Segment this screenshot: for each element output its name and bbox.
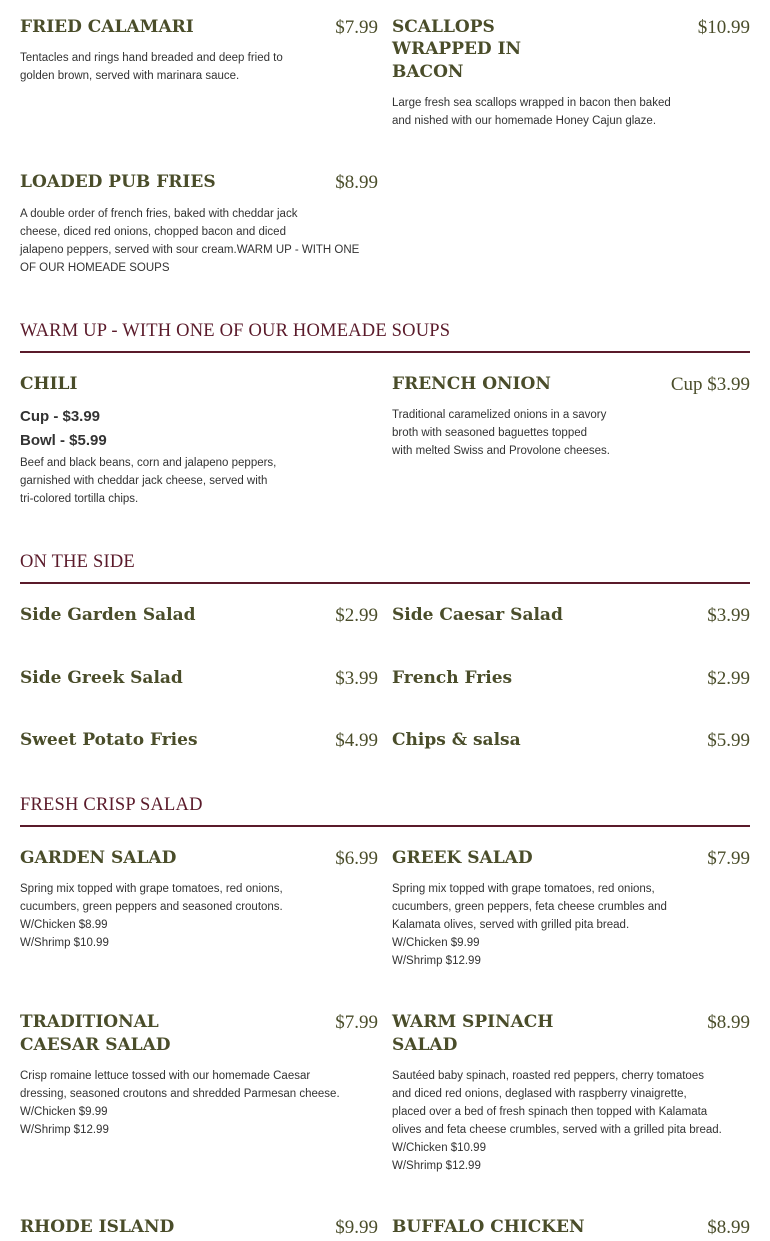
loaded-fries-desc-4: OF OUR HOMEADE SOUPS bbox=[20, 262, 170, 274]
garden-salad-desc-2: cucumbers, green peppers and seasoned croutons. bbox=[20, 901, 283, 913]
side-item-name: Side Greek Salad bbox=[20, 668, 183, 688]
garden-salad-chicken-option: W/Chicken $8.99 bbox=[20, 919, 108, 931]
fried-calamari-name: FRIED CALAMARI bbox=[20, 17, 194, 37]
sides-section-divider bbox=[20, 582, 750, 584]
caesar-salad-name-2: CAESAR SALAD bbox=[20, 1035, 171, 1055]
scallops-desc-2: and nished with our homemade Honey Cajun glaze. bbox=[392, 115, 657, 127]
side-item-price: $5.99 bbox=[707, 730, 750, 751]
loaded-fries-desc-1: A double order of french fries, baked with cheddar jack bbox=[20, 208, 298, 220]
scallops-name-3: BACON bbox=[392, 62, 464, 82]
garden-salad-desc-1: Spring mix topped with grape tomatoes, red onions, bbox=[20, 883, 283, 895]
side-item-name: Chips & salsa bbox=[392, 730, 521, 750]
french-onion-desc-1: Traditional caramelized onions in a savory bbox=[392, 409, 607, 421]
side-item-name: Side Garden Salad bbox=[20, 605, 196, 625]
garden-salad-price: $6.99 bbox=[335, 848, 378, 869]
soups-section-divider bbox=[20, 351, 750, 353]
spinach-salad-desc-4: olives and feta cheese crumbles, served with a grilled pita bread. bbox=[392, 1124, 722, 1136]
french-onion-desc-3: with melted Swiss and Provolone cheeses. bbox=[392, 445, 610, 457]
greek-salad-chicken-option: W/Chicken $9.99 bbox=[392, 937, 480, 949]
caesar-salad-name-1: TRADITIONAL bbox=[20, 1012, 159, 1032]
fried-calamari-desc-2: golden brown, served with marinara sauce. bbox=[20, 70, 240, 82]
greek-salad-shrimp-option: W/Shrimp $12.99 bbox=[392, 955, 481, 967]
chili-desc-1: Beef and black beans, corn and jalapeno peppers, bbox=[20, 457, 277, 469]
greek-salad-price: $7.99 bbox=[707, 848, 750, 869]
fried-calamari-price: $7.99 bbox=[335, 17, 378, 38]
salads-section-title: FRESH CRISP SALAD bbox=[20, 795, 203, 815]
chili-cup-price: Cup - $3.99 bbox=[20, 408, 101, 425]
scallops-desc-1: Large fresh sea scallops wrapped in bacon then baked bbox=[392, 97, 671, 109]
side-item-price: $2.99 bbox=[335, 605, 378, 626]
rhode-island-price: $9.99 bbox=[335, 1217, 378, 1238]
side-item-price: $2.99 bbox=[707, 668, 750, 689]
spinach-salad-chicken-option: W/Chicken $10.99 bbox=[392, 1142, 486, 1154]
scallops-name-2: WRAPPED IN bbox=[392, 39, 522, 59]
garden-salad-shrimp-option: W/Shrimp $10.99 bbox=[20, 937, 109, 949]
french-onion-price: Cup $3.99 bbox=[670, 374, 750, 395]
spinach-salad-name-1: WARM SPINACH bbox=[392, 1012, 554, 1032]
chili-bowl-price: Bowl - $5.99 bbox=[20, 432, 107, 449]
chili-desc-2: garnished with cheddar jack cheese, served with bbox=[20, 475, 268, 487]
loaded-fries-desc-2: cheese, diced red onions, chopped bacon and diced bbox=[20, 226, 286, 238]
chili-desc-3: tri-colored tortilla chips. bbox=[20, 493, 139, 505]
loaded-fries-desc-3: jalapeno peppers, served with sour cream.WARM UP - WITH ONE bbox=[20, 244, 360, 256]
spinach-salad-price: $8.99 bbox=[707, 1012, 750, 1033]
greek-salad-desc-2: cucumbers, green peppers, feta cheese crumbles and bbox=[392, 901, 667, 913]
rhode-island-name: RHODE ISLAND bbox=[20, 1217, 175, 1237]
side-item-price: $4.99 bbox=[335, 730, 378, 751]
side-item-name: French Fries bbox=[392, 668, 513, 688]
loaded-fries-name: LOADED PUB FRIES bbox=[20, 172, 216, 192]
salads-section-divider bbox=[20, 825, 750, 827]
greek-salad-name: GREEK SALAD bbox=[392, 848, 533, 868]
buffalo-chicken-name: BUFFALO CHICKEN bbox=[392, 1217, 585, 1237]
side-item-name: Sweet Potato Fries bbox=[20, 730, 198, 750]
scallops-price: $10.99 bbox=[697, 17, 750, 38]
side-item-price: $3.99 bbox=[335, 668, 378, 689]
french-onion-name: FRENCH ONION bbox=[392, 374, 551, 394]
caesar-salad-chicken-option: W/Chicken $9.99 bbox=[20, 1106, 108, 1118]
scallops-name-1: SCALLOPS bbox=[392, 17, 495, 37]
spinach-salad-shrimp-option: W/Shrimp $12.99 bbox=[392, 1160, 481, 1172]
garden-salad-name: GARDEN SALAD bbox=[20, 848, 177, 868]
caesar-salad-desc-2: dressing, seasoned croutons and shredded Parmesan cheese. bbox=[20, 1088, 340, 1100]
greek-salad-desc-3: Kalamata olives, served with grilled pita bread. bbox=[392, 919, 630, 931]
spinach-salad-desc-3: placed over a bed of fresh spinach then topped with Kalamata bbox=[392, 1106, 708, 1118]
spinach-salad-name-2: SALAD bbox=[392, 1035, 458, 1055]
caesar-salad-shrimp-option: W/Shrimp $12.99 bbox=[20, 1124, 109, 1136]
spinach-salad-desc-1: Sautéed baby spinach, roasted red peppers, cherry tomatoes bbox=[392, 1070, 704, 1082]
soups-section-title: WARM UP - WITH ONE OF OUR HOMEADE SOUPS bbox=[20, 321, 451, 341]
side-item-price: $3.99 bbox=[707, 605, 750, 626]
caesar-salad-desc-1: Crisp romaine lettuce tossed with our homemade Caesar bbox=[20, 1070, 311, 1082]
caesar-salad-price: $7.99 bbox=[335, 1012, 378, 1033]
greek-salad-desc-1: Spring mix topped with grape tomatoes, red onions, bbox=[392, 883, 655, 895]
french-onion-desc-2: broth with seasoned baguettes topped bbox=[392, 427, 588, 439]
side-item-name: Side Caesar Salad bbox=[392, 605, 563, 625]
sides-section-title: ON THE SIDE bbox=[20, 552, 135, 572]
chili-name: CHILI bbox=[20, 374, 78, 394]
loaded-fries-price: $8.99 bbox=[335, 172, 378, 193]
buffalo-chicken-price: $8.99 bbox=[707, 1217, 750, 1238]
fried-calamari-desc-1: Tentacles and rings hand breaded and deep fried to bbox=[20, 52, 283, 64]
spinach-salad-desc-2: and diced red onions, deglased with raspberry vinaigrette, bbox=[392, 1088, 687, 1100]
